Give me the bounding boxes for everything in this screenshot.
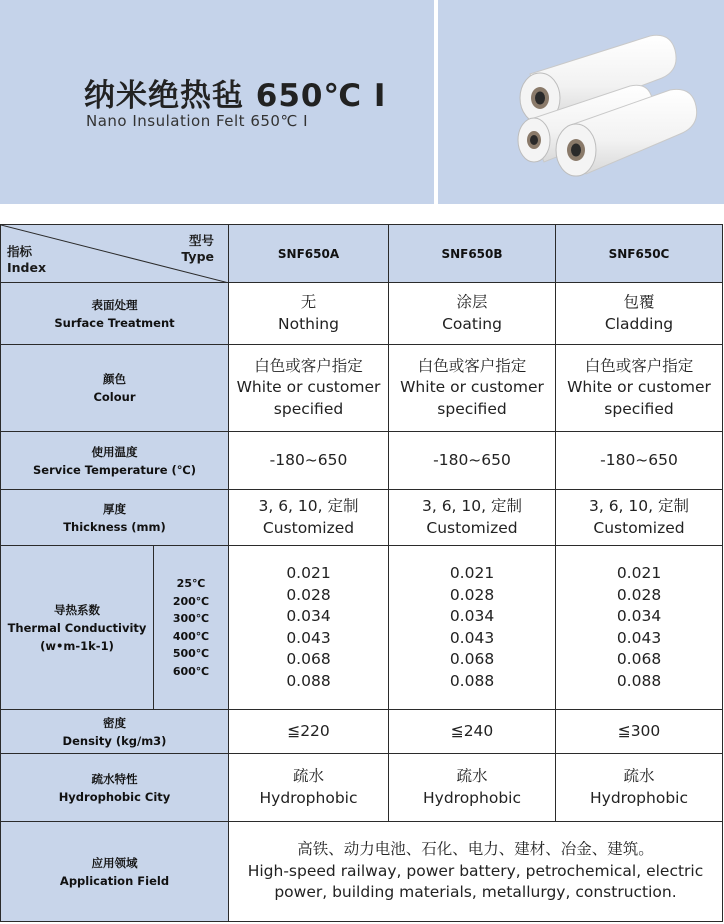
colour-row <box>1 345 723 432</box>
thickness-value-b: 3, 6, 10, 定制 Customized <box>389 490 556 546</box>
colour-label: 颜色 Colour <box>1 345 229 432</box>
colour-value-c: 白色或客户指定 White or customer specified <box>556 345 723 432</box>
type-label-en: Type <box>181 249 214 264</box>
surface-treatment-label: 表面处理 Surface Treatment <box>1 283 229 345</box>
thickness-label: 厚度 Thickness (mm) <box>1 490 229 546</box>
corner-header-cell <box>1 225 229 283</box>
hydrophobic-value-b: 疏水 Hydrophobic <box>389 754 556 822</box>
spec-table <box>0 224 723 922</box>
density-row <box>1 710 723 754</box>
model-header-c: SNF650C <box>556 225 723 283</box>
thermal-conductivity-row <box>1 546 723 710</box>
thickness-value-c: 3, 6, 10, 定制 Customized <box>556 490 723 546</box>
model-header-b: SNF650B <box>389 225 556 283</box>
colour-value-a: 白色或客户指定 White or customer specified <box>229 345 389 432</box>
surface-treatment-row <box>1 283 723 345</box>
service-temperature-a: -180~650 <box>229 432 389 490</box>
conductivity-values-b: 0.021 0.028 0.034 0.043 0.068 0.088 <box>389 546 556 710</box>
density-label: 密度 Density (kg/m3) <box>1 710 229 754</box>
index-label-zh: 指标 <box>7 244 33 259</box>
application-value: 高铁、动力电池、石化、电力、建材、冶金、建筑。 High-speed railway, power battery, petrochemical, electric power, building materials, metallurgy, construction. <box>229 822 723 922</box>
header-banner <box>0 0 724 204</box>
hydrophobic-value-a: 疏水 Hydrophobic <box>229 754 389 822</box>
density-value-c: ≦300 <box>556 710 723 754</box>
model-header-a: SNF650A <box>229 225 389 283</box>
product-title-en: Nano Insulation Felt 650℃ I <box>86 112 308 130</box>
service-temperature-c: -180~650 <box>556 432 723 490</box>
colour-value-b: 白色或客户指定 White or customer specified <box>389 345 556 432</box>
conductivity-values-c: 0.021 0.028 0.034 0.043 0.068 0.088 <box>556 546 723 710</box>
conductivity-temperatures: 25℃ 200℃ 300℃ 400℃ 500℃ 600℃ <box>154 546 229 710</box>
application-label: 应用领域 Application Field <box>1 822 229 922</box>
service-temperature-b: -180~650 <box>389 432 556 490</box>
felt-rolls-image <box>510 28 700 178</box>
density-value-b: ≦240 <box>389 710 556 754</box>
surface-value-c: 包覆 Cladding <box>556 283 723 345</box>
table-header-row <box>1 225 723 283</box>
thickness-row <box>1 490 723 546</box>
application-row <box>1 822 723 922</box>
service-temperature-label: 使用温度 Service Temperature (℃) <box>1 432 229 490</box>
density-value-a: ≦220 <box>229 710 389 754</box>
thermal-conductivity-label: 导热系数 Thermal Conductivity (w•m-1k-1) <box>1 546 154 710</box>
title-panel <box>0 0 434 204</box>
hydrophobic-value-c: 疏水 Hydrophobic <box>556 754 723 822</box>
conductivity-values-a: 0.021 0.028 0.034 0.043 0.068 0.088 <box>229 546 389 710</box>
product-title-zh: 纳米绝热毡 650℃ I <box>84 78 387 114</box>
surface-value-b: 涂层 Coating <box>389 283 556 345</box>
hydrophobic-row <box>1 754 723 822</box>
surface-value-a: 无 Nothing <box>229 283 389 345</box>
hydrophobic-label: 疏水特性 Hydrophobic City <box>1 754 229 822</box>
thickness-value-a: 3, 6, 10, 定制 Customized <box>229 490 389 546</box>
index-label-en: Index <box>7 260 47 275</box>
type-label-zh: 型号 <box>188 233 214 248</box>
service-temperature-row <box>1 432 723 490</box>
